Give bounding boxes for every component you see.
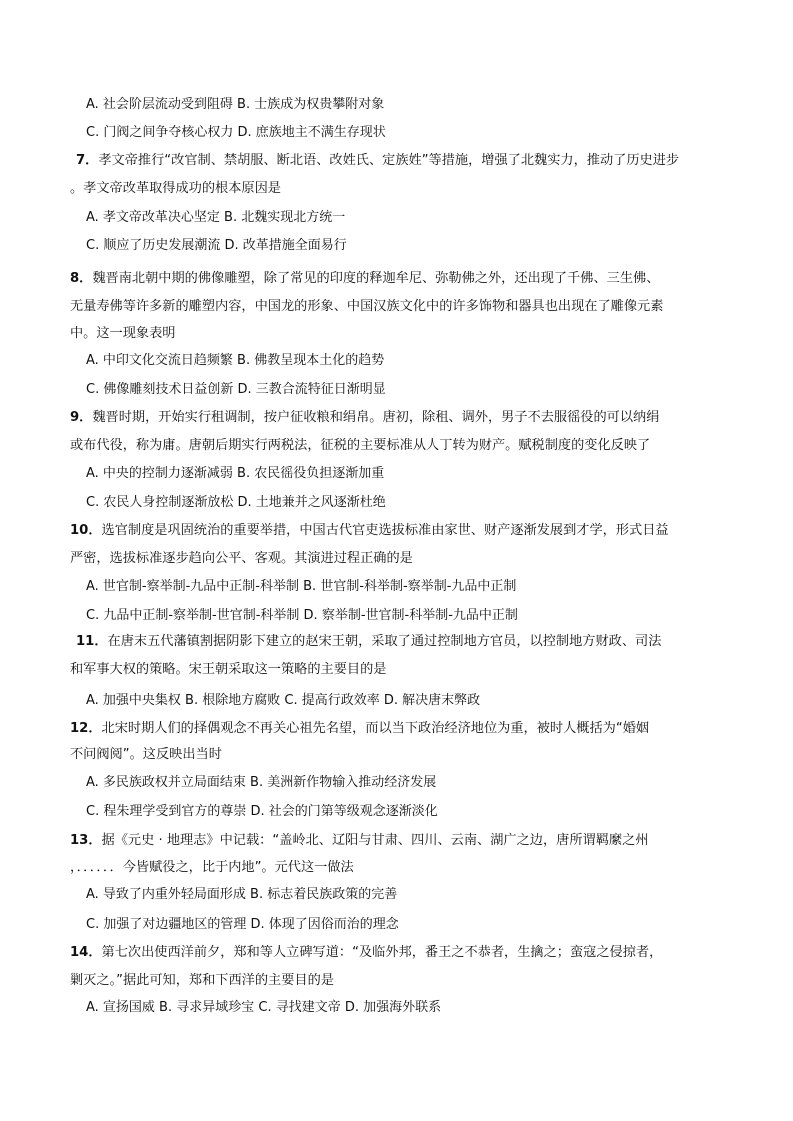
q8-options-line-1: A. 中印文化交流日趋频繁 B. 佛教呈现本土化的趋势 [86,353,385,368]
q12-options-line-2: C. 程朱理学受到官方的尊崇 D. 社会的门第等级观念逐渐淡化 [86,804,438,819]
q13-stem-text-1: 据《元史 · 地理志》中记载：“盖岭北、辽阳与甘肃、四川、云南、湖广之边，唐所谓羁縻之州 [101,833,649,848]
q9-number: 9． [70,410,93,425]
q11-number: 11． [76,634,108,649]
q12-stem-text-1: 北宋时期人们的择偶观念不再关心祖先名望，而以当下政治经济地位为重，被时人概括为“婚姻 [101,721,650,736]
q7-number: 7． [76,153,99,168]
q14-options-line-1: A. 宣扬国威 B. 寻求异域珍宝 C. 寻找建文帝 D. 加强海外联系 [86,1000,442,1015]
q9-options-line-2: C. 农民人身控制逐渐放松 D. 土地兼并之风逐渐杜绝 [86,495,386,510]
q8-options-line-2: C. 佛像雕刻技术日益创新 D. 三教合流特征日渐明显 [86,382,386,397]
q7-stem-line-1 [76,152,679,170]
q11-stem-line-2: 和军事大权的策略。宋王朝采取这一策略的主要目的是 [70,662,387,677]
q13-stem-line-1 [70,832,648,850]
q10-stem-line-1 [70,522,669,540]
q7-options-line-1: A. 孝文帝改革决心坚定 B. 北魏实现北方统一 [86,210,346,225]
q8-stem-line-1 [70,270,659,288]
q11-options-line-1: A. 加强中央集权 B. 根除地方腐败 C. 提高行政效率 D. 解决唐末弊政 [86,693,481,708]
q7-stem-line-2: 。孝文帝改革取得成功的根本原因是 [70,181,281,196]
q12-stem-line-2: 不问阀阅”。这反映出当时 [70,747,222,762]
q9-stem-line-2: 或布代役，称为庸。唐朝后期实行两税法，征税的主要标准从人丁转为财产。赋税制度的变化反映了 [70,438,651,453]
q10-stem-line-2: 严密，选拔标准逐步趋向公平、客观。其演进过程正确的是 [70,551,413,566]
q12-stem-line-1 [70,720,649,738]
q13-number: 13． [70,833,102,848]
q13-stem-line-2: ，．．．．．．今皆赋役之，比于内地”。元代这一做法 [70,860,354,875]
q14-number: 14． [70,945,102,960]
q13-options-line-1: A. 导致了内重外轻局面形成 B. 标志着民族政策的完善 [86,887,398,902]
q8-stem-line-2: 无量寿佛等许多新的雕塑内容，中国龙的形象、中国汉族文化中的许多饰物和器具也出现在了雕像元素 [70,299,664,314]
q12-number: 12． [70,721,102,736]
q9-stem-text-1: 魏晋时期，开始实行租调制，按户征收粮和绢帛。唐初，除租、调外，男子不去服徭役的可以纳绢 [92,410,660,425]
q7-options-line-2: C. 顺应了历史发展潮流 D. 改革措施全面易行 [86,238,347,253]
q14-stem-text-1: 第七次出使西洋前夕，郑和等人立碑写道：“及临外邦，番王之不恭者，生擒之；蛮寇之侵掠者， [101,945,663,960]
q8-number: 8． [70,271,93,286]
q7-stem-text-1: 孝文帝推行“改官制、禁胡服、断北语、改姓氏、定族姓”等措施，增强了北魏实力，推动了历史进步 [98,153,680,168]
q6-options-line-2: C. 门阀之间争夺核心权力 D. 庶族地主不满生存现状 [86,125,386,140]
q10-options-line-2: C. 九品中正制-察举制-世官制-科举制 D. 察举制-世官制-科举制-九品中正制 [86,608,518,623]
q8-stem-text-1: 魏晋南北朝中期的佛像雕塑，除了常见的印度的释迦牟尼、弥勒佛之外，还出现了千佛、三生佛、 [92,271,660,286]
q13-options-line-2: C. 加强了对边疆地区的管理 D. 体现了因俗而治的理念 [86,917,399,932]
q8-stem-line-3: 中。这一现象表明 [70,326,176,341]
q10-number: 10． [70,523,102,538]
q11-stem-text-1: 在唐末五代藩镇割据阴影下建立的赵宋王朝，采取了通过控制地方官员，以控制地方财政、司法 [107,634,662,649]
q9-stem-line-1 [70,409,659,427]
q11-stem-line-1 [76,633,661,651]
q9-options-line-1: A. 中央的控制力逐渐减弱 B. 农民徭役负担逐渐加重 [86,466,385,481]
q14-stem-line-1 [70,944,662,962]
q10-options-line-1: A. 世官制-察举制-九品中正制-科举制 B. 世官制-科举制-察举制-九品中正制 [86,579,517,594]
q6-options-line-1: A. 社会阶层流动受到阻碍 B. 士族成为权贵攀附对象 [86,97,385,112]
q10-stem-text-1: 选官制度是巩固统治的重要举措，中国古代官吏选拔标准由家世、财产逐渐发展到才学，形式日益 [101,523,669,538]
q14-stem-line-2: 剿灭之。”据此可知，郑和下西洋的主要目的是 [70,973,334,988]
q12-options-line-1: A. 多民族政权并立局面结束 B. 美洲新作物输入推动经济发展 [86,775,437,790]
